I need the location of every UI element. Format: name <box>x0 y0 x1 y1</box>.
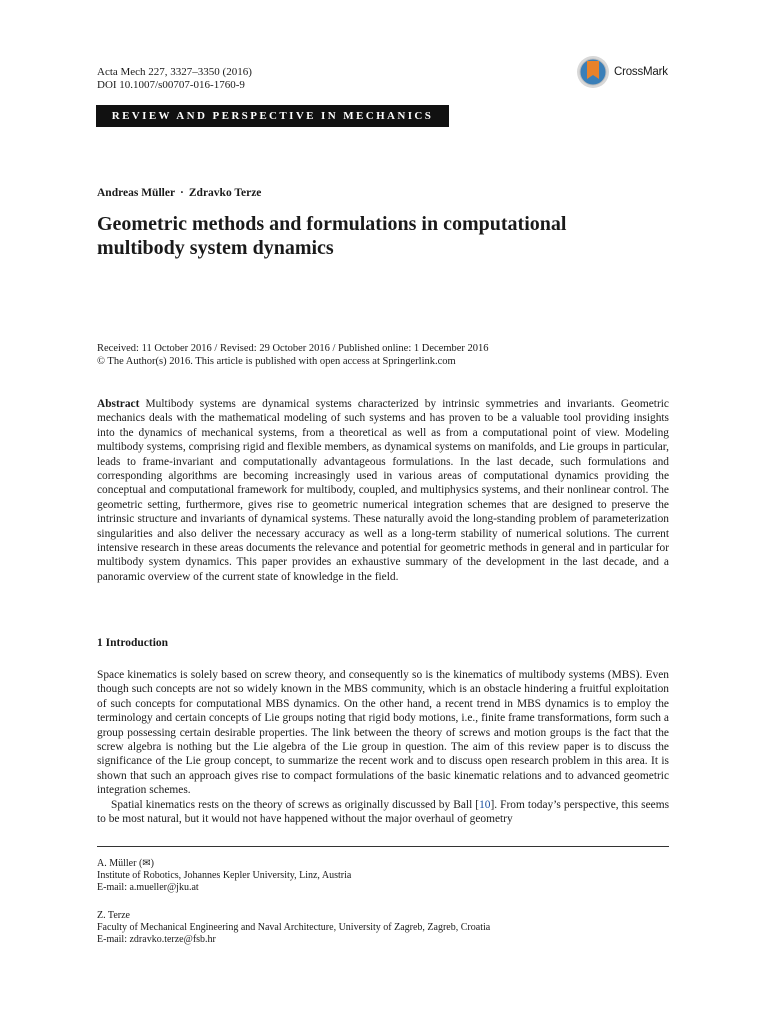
journal-info <box>97 66 252 92</box>
abstract-text: Multibody systems are dynamical systems characterized by intrinsic symmetries and invariants. Geometric mechanics deals with the mathematical modeling of such systems and has proven to be a valuable tool providing insights into the dynamics of mechanical systems, from a theoretical as well as from a computational point of view. Modeling multibody systems, comprising rigid and flexible members, as dynamical systems on manifolds, and Lie groups in particular, leads to frame-invariant and computationally advantageous formulations. In the last decade, such formulations and corresponding algorithms are becoming increasingly used in various areas of computational dynamics providing the conceptual and computational framework for multibody, coupled, and multiphysics systems, and their nonlinear control. The geometric setting, furthermore, gives rise to geometric numerical integration schemes that are designed to preserve the intrinsic structure and invariants of dynamical systems. These naturally avoid the long-standing problem of parameterization singularities and also deliver the necessary accuracy as well as a long-term stability of numerical solutions. The current intensive research in these areas documents the relevance and potential for geometric methods in general and in particular for multibody system dynamics. This paper provides an exhaustive summary of the development in the last decade, and a panoramic overview of the current state of knowledge in the field. <box>97 398 669 583</box>
journal-citation: Acta Mech 227, 3327–3350 (2016) <box>97 66 252 78</box>
author-name: Andreas Müller <box>97 187 176 199</box>
intro-text: ]. From today’s perspective, this seems to be most natural, but it would not have happened without the major overhaul of geometry <box>97 798 669 826</box>
title-line: multibody system dynamics <box>97 237 334 259</box>
crossmark-label: CrossMark <box>614 66 668 78</box>
author-name: Zdravko Terze <box>188 187 262 199</box>
section-heading: 1 Introduction <box>97 637 169 649</box>
affiliation-institution: Institute of Robotics, Johannes Kepler University, Linz, Austria <box>97 870 352 881</box>
citation-link[interactable]: 10 <box>479 798 491 811</box>
intro-paragraph <box>97 798 669 827</box>
category-banner: REVIEW AND PERSPECTIVE IN MECHANICS <box>96 105 449 127</box>
author-list <box>97 187 261 199</box>
affiliation-institution: Faculty of Mechanical Engineering and Naval Architecture, University of Zagreb, Zagreb, Croatia <box>97 922 491 933</box>
paper-title <box>97 212 697 260</box>
abstract-label: Abstract <box>97 398 140 410</box>
introduction-body <box>97 668 669 826</box>
affiliation-muller <box>97 858 351 894</box>
journal-doi: DOI 10.1007/s00707-016-1760-9 <box>97 79 245 91</box>
affiliation-email[interactable]: E-mail: a.mueller@jku.at <box>97 882 199 893</box>
date-history: Received: 11 October 2016 / Revised: 29 October 2016 / Published online: 1 December 2016 <box>97 343 489 354</box>
affiliation-name: Z. Terze <box>97 910 130 921</box>
crossmark-icon <box>576 55 610 89</box>
copyright-notice: © The Author(s) 2016. This article is published with open access at Springerlink.com <box>97 356 456 367</box>
author-separator: · <box>180 187 184 199</box>
affiliation-name: A. Müller (✉) <box>97 858 154 869</box>
crossmark-badge[interactable] <box>576 55 668 89</box>
affiliation-terze <box>97 910 490 946</box>
abstract <box>97 397 669 584</box>
intro-text: Spatial kinematics rests on the theory of screws as originally discussed by Ball [ <box>111 798 480 811</box>
publication-dates <box>97 342 489 368</box>
intro-paragraph: Space kinematics is solely based on screw theory, and consequently so is the kinematics of multibody systems (MBS). Even though such concepts are not so widely known in the MBS community, which is an obstacle hindering a fruitful exploitation of such concepts for computational MBS dynamics. On the other hand, a recent trend in MBS dynamics is to employ the terminology and certain concepts of Lie groups noting that rigid body motions, i.e., finite frame transformations, form such a group possessing certain desirable properties. The link between the theory of screws and motion groups is the fact that the screw algebra is nothing but the Lie algebra of the Lie group in question. The aim of this review paper is to discuss the significance of the Lie group concept, to summarize the recent work and to discuss open research problem in this area. It is shown that such an approach gives rise to compact formulations of the basic kinematic relations and to advanced geometric integration schemes. <box>97 669 669 797</box>
affiliation-email[interactable]: E-mail: zdravko.terze@fsb.hr <box>97 934 216 945</box>
title-line: Geometric methods and formulations in computational <box>97 213 567 235</box>
footnote-divider <box>97 846 669 847</box>
